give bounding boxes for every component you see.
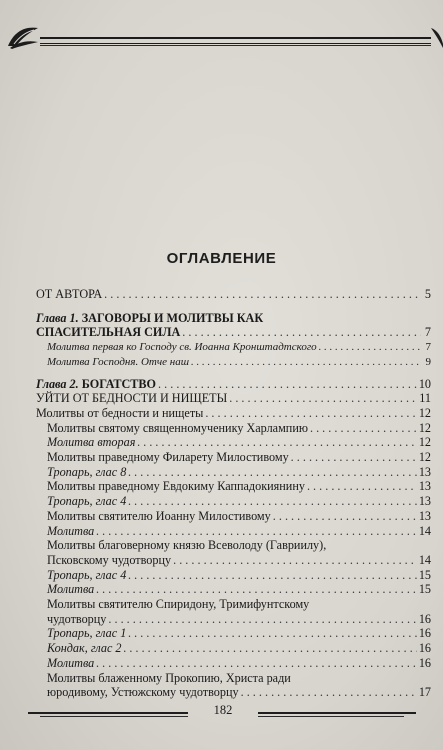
toc-page-number: 10 xyxy=(418,376,431,391)
toc-chapter-heading[interactable] xyxy=(36,311,431,326)
dot-leader xyxy=(182,325,421,340)
toc-entry[interactable] xyxy=(36,597,431,612)
toc-entry[interactable] xyxy=(36,612,431,627)
toc-page-number: 12 xyxy=(418,435,431,450)
toc-chapter-heading[interactable] xyxy=(36,377,431,392)
toc-entry-text: Тропарь, глас 8 xyxy=(47,464,127,479)
toc-page-number: 16 xyxy=(418,641,431,656)
toc-entry[interactable] xyxy=(36,626,431,641)
page-number: 182 xyxy=(213,703,233,717)
toc-page-number: 13 xyxy=(418,494,431,509)
toc-entry-text: Молитвы от бедности и нищеты xyxy=(36,405,204,420)
toc-entry-text: Молитва xyxy=(47,582,95,597)
toc-page-number: 14 xyxy=(418,523,431,538)
toc-entry[interactable] xyxy=(36,450,431,465)
toc-entry[interactable] xyxy=(36,656,431,671)
chapter-label: Глава 1. xyxy=(36,310,79,325)
dot-leader xyxy=(307,479,417,494)
toc-entry[interactable] xyxy=(36,287,431,302)
footer-thin-rule-left xyxy=(40,716,188,717)
toc-entry-text: Молитва вторая xyxy=(47,435,136,450)
toc-entry[interactable] xyxy=(36,421,431,436)
top-double-rule xyxy=(40,37,431,44)
toc-entry[interactable] xyxy=(36,568,431,583)
toc-entry[interactable] xyxy=(36,435,431,450)
dot-leader xyxy=(128,568,417,583)
section-gap xyxy=(36,302,431,311)
toc-entry[interactable] xyxy=(36,406,431,421)
dot-leader xyxy=(108,612,416,627)
footer-rule-left xyxy=(28,712,188,714)
dot-leader xyxy=(319,340,421,355)
toc-page-number: 12 xyxy=(418,420,431,435)
dot-leader xyxy=(158,377,417,392)
toc-entry-text: Молитва xyxy=(47,655,95,670)
dot-leader xyxy=(96,656,417,671)
dot-leader xyxy=(273,509,417,524)
toc-entry[interactable] xyxy=(36,685,431,700)
chapter-name: ЗАГОВОРЫ И МОЛИТВЫ КАК xyxy=(81,310,264,325)
toc-chapter-heading[interactable] xyxy=(36,325,431,340)
dot-leader xyxy=(128,465,417,480)
footer-rule-right xyxy=(258,712,416,714)
toc-page-number: 16 xyxy=(418,655,431,670)
toc-entry-text: ОТ АВТОРА xyxy=(36,287,103,301)
toc-entry-text: Тропарь, глас 4 xyxy=(47,567,127,582)
toc-entry[interactable] xyxy=(36,465,431,480)
dot-leader xyxy=(96,524,417,539)
toc-entry-text: Молитвы блаженному Прокопию, Христа ради xyxy=(47,670,291,685)
toc-page-number: 13 xyxy=(418,464,431,479)
dot-leader xyxy=(137,435,416,450)
toc-entry[interactable] xyxy=(36,340,431,355)
dot-leader xyxy=(205,406,416,421)
dot-leader xyxy=(229,391,417,406)
toc-entry-text: юродивому, Устюжскому чудотворцу xyxy=(47,685,239,700)
dot-leader xyxy=(104,287,421,302)
toc-entry-text: Молитвы святителю Иоанну Милостивому xyxy=(47,508,271,523)
toc-entry-text: Кондак, глас 2 xyxy=(47,641,122,656)
toc-page-number: 13 xyxy=(418,479,431,494)
dot-leader xyxy=(241,685,417,700)
toc-entry-text: Молитва xyxy=(47,523,95,538)
toc-entry-text: Псковскому чудотворцу xyxy=(47,552,172,567)
toc-entry[interactable] xyxy=(36,494,431,509)
toc-page-number: 12 xyxy=(418,450,431,465)
toc-entry-text: чудотворцу xyxy=(47,611,107,626)
dot-leader xyxy=(96,582,417,597)
dot-leader xyxy=(310,421,417,436)
toc-entry-text: УЙТИ ОТ БЕДНОСТИ И НИЩЕТЫ xyxy=(36,391,228,406)
toc-entry-text: Молитва Господня. Отче наш xyxy=(47,355,190,368)
chapter-name: СПАСИТЕЛЬНАЯ СИЛА xyxy=(36,325,181,340)
toc-page-number: 14 xyxy=(418,552,431,567)
table-of-contents xyxy=(36,287,431,700)
toc-page-number: 15 xyxy=(418,567,431,582)
footer-thin-rule-right xyxy=(258,716,404,717)
toc-entry-text: Молитвы благоверному князю Всеволоду (Гавриилу), xyxy=(47,538,327,553)
toc-page-number: 11 xyxy=(419,391,431,406)
toc-page-number: 16 xyxy=(418,626,431,641)
toc-entry-text: Молитвы святому священномученику Харлампию xyxy=(47,420,308,435)
dot-leader xyxy=(173,553,417,568)
toc-entry[interactable] xyxy=(36,479,431,494)
toc-entry[interactable] xyxy=(36,553,431,568)
toc-entry[interactable] xyxy=(36,671,431,686)
toc-page-number: 17 xyxy=(418,685,431,700)
dot-leader xyxy=(128,626,417,641)
section-gap xyxy=(36,370,431,377)
toc-entry[interactable] xyxy=(36,641,431,656)
toc-page-number: 12 xyxy=(418,405,431,420)
toc-entry-text: Молитвы святителю Спиридону, Тримифунтскому xyxy=(47,597,310,612)
leaf-ornament-icon xyxy=(429,22,443,50)
toc-page-number: 5 xyxy=(424,287,431,301)
dot-leader xyxy=(191,355,421,370)
leaf-ornament-icon xyxy=(6,22,40,50)
toc-entry-text: Молитва первая ко Господу св. Иоанна Кронштадтского xyxy=(47,341,317,354)
toc-entry[interactable] xyxy=(36,391,431,406)
chapter-name: БОГАТСТВО xyxy=(81,376,157,391)
dot-leader xyxy=(291,450,417,465)
page-title: ОГЛАВЛЕНИЕ xyxy=(166,250,277,267)
toc-entry[interactable] xyxy=(36,355,431,370)
toc-page-number: 13 xyxy=(418,508,431,523)
toc-page-number: 7 xyxy=(424,325,431,340)
top-thin-rule xyxy=(40,45,431,46)
toc-page-number: 7 xyxy=(425,341,431,354)
toc-entry-text: Тропарь, глас 4 xyxy=(47,494,127,509)
toc-page-number: 16 xyxy=(418,611,431,626)
toc-entry-text: Тропарь, глас 1 xyxy=(47,626,127,641)
toc-entry-text: Молитвы праведному Евдокиму Каппадокиянину xyxy=(47,479,305,494)
chapter-label: Глава 2. xyxy=(36,376,79,391)
toc-entry[interactable] xyxy=(36,509,431,524)
toc-entry[interactable] xyxy=(36,524,431,539)
toc-entry-text: Молитвы праведному Филарету Милостивому xyxy=(47,450,289,465)
toc-entry[interactable] xyxy=(36,582,431,597)
toc-entry[interactable] xyxy=(36,538,431,553)
dot-leader xyxy=(124,641,417,656)
toc-page-number: 15 xyxy=(418,582,431,597)
toc-page-number: 9 xyxy=(425,355,431,368)
dot-leader xyxy=(128,494,417,509)
